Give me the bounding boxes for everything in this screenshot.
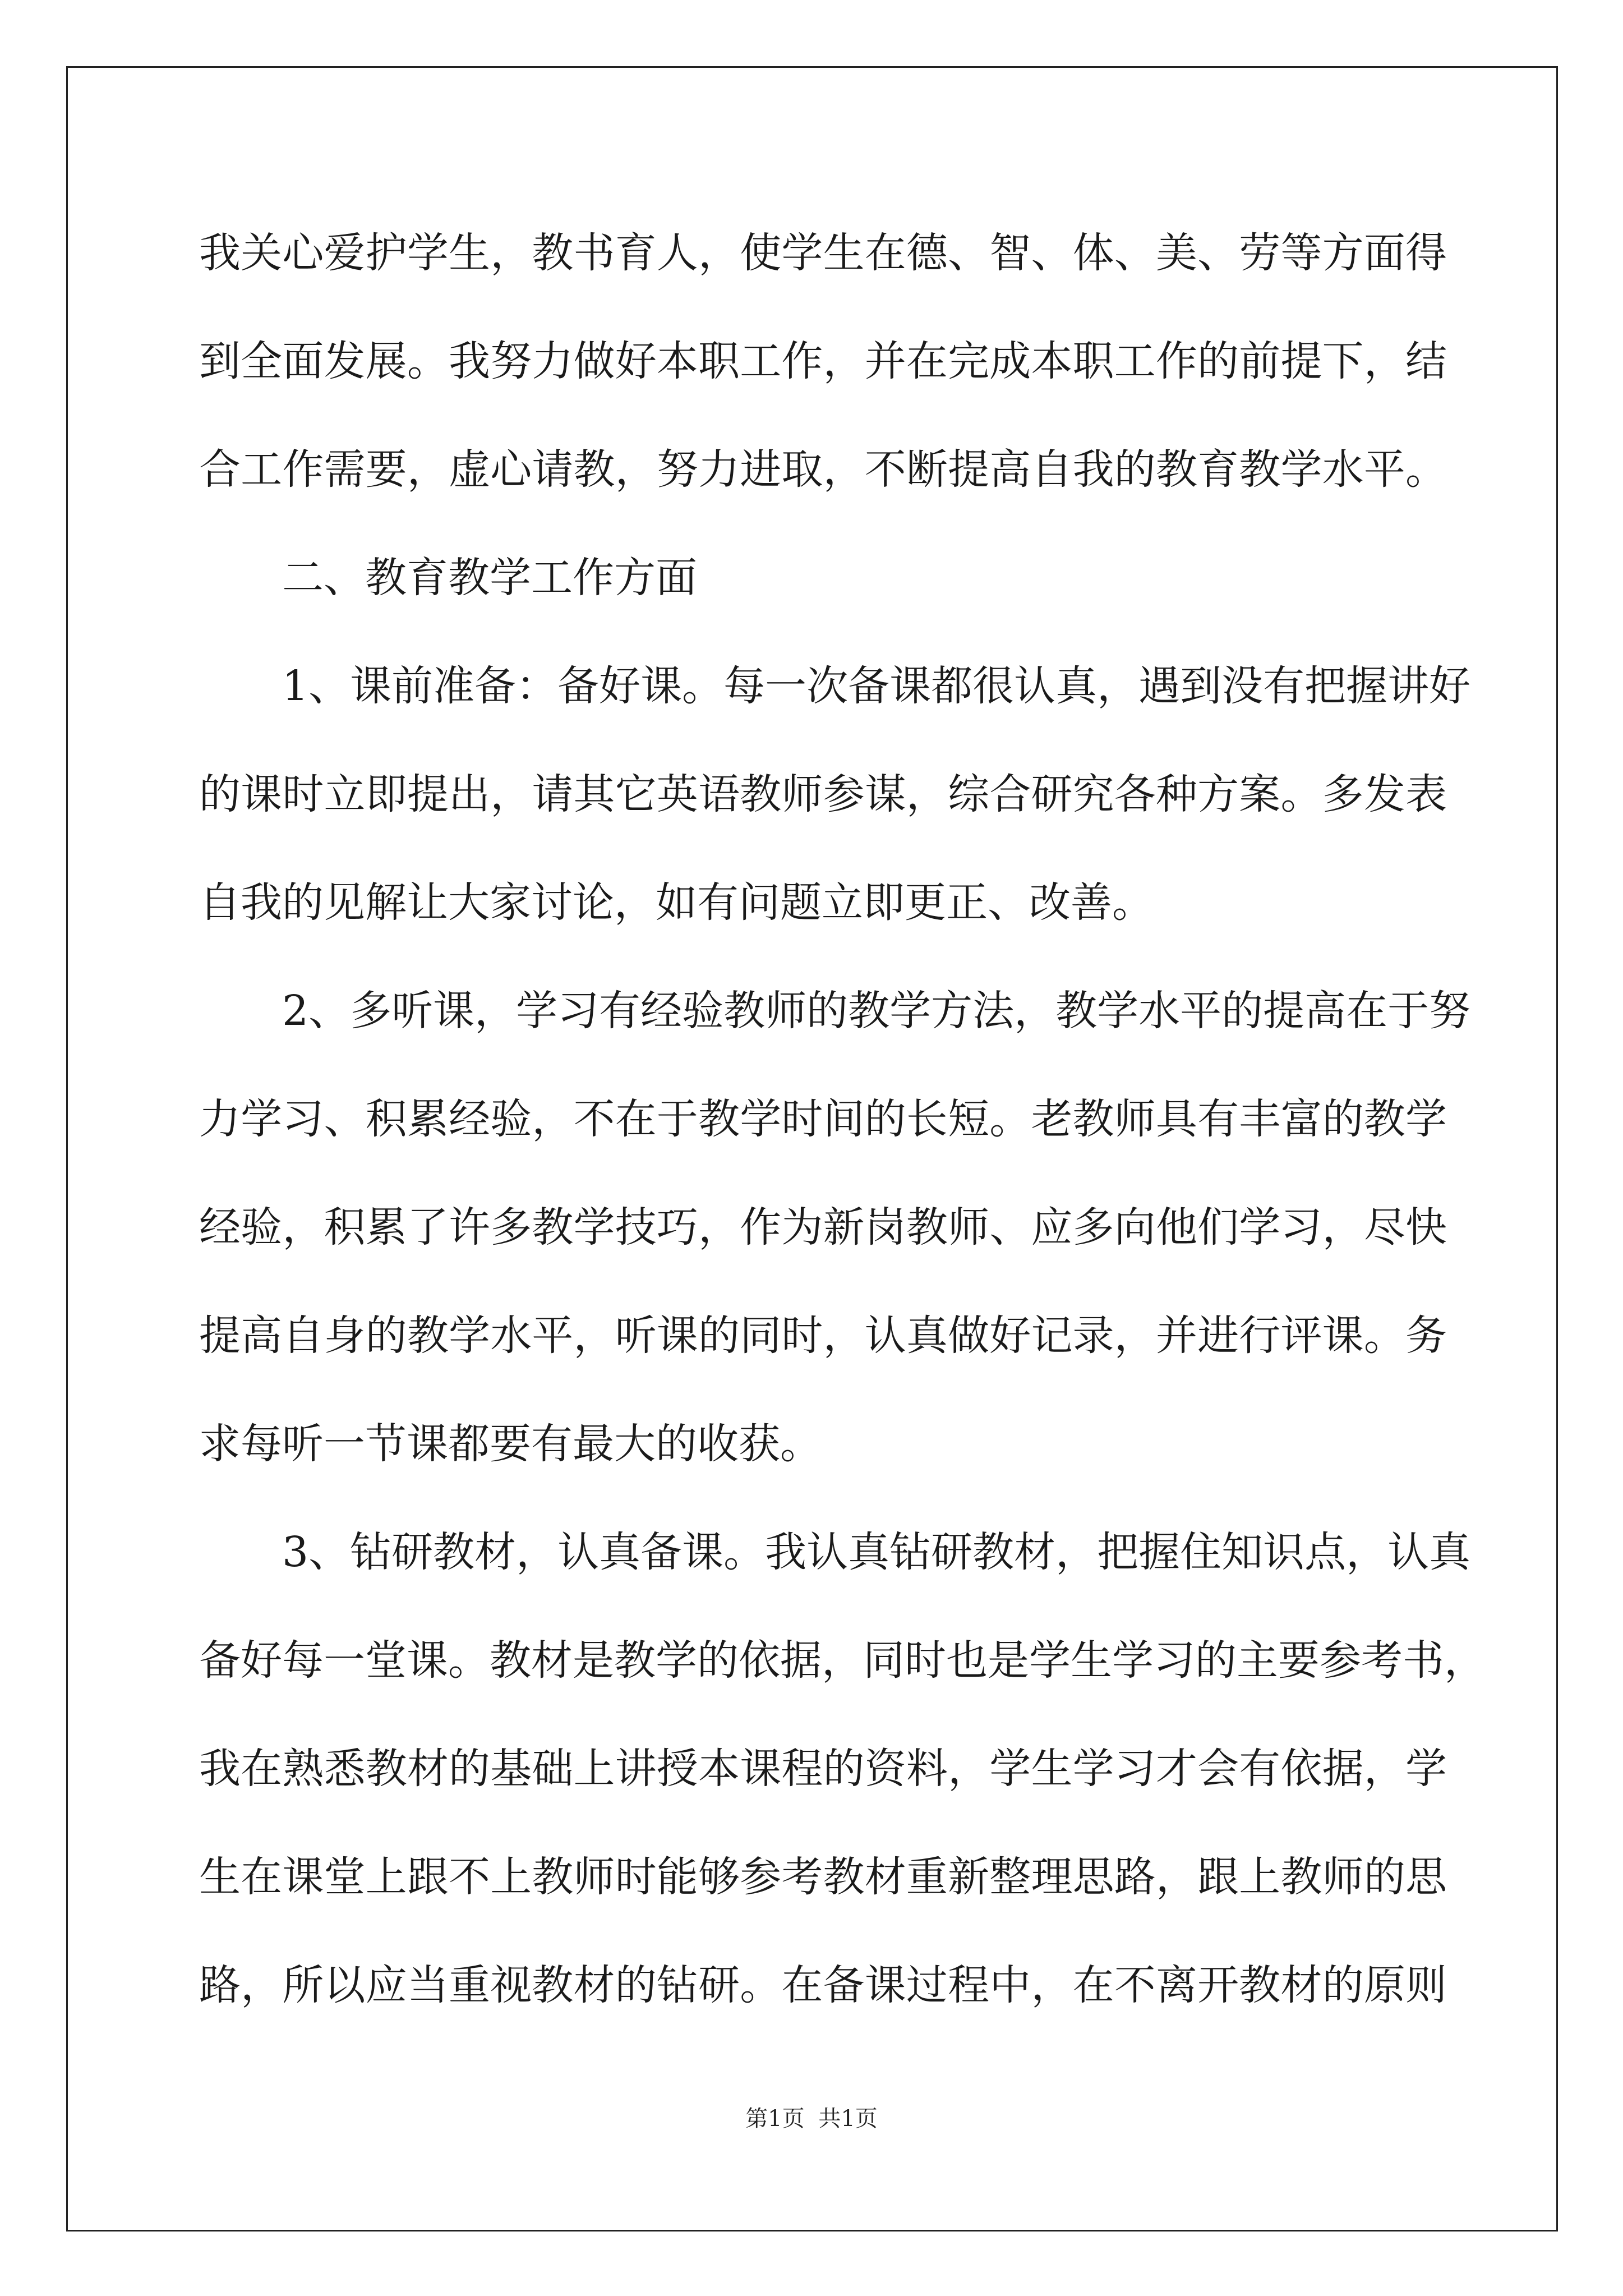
text-line: 路，所以应当重视教材的钻研。在备课过程中，在不离开教材的原则 bbox=[199, 1961, 1447, 2009]
text-line: 1、课前准备：备好课。每一次备课都很认真，遇到没有把握讲好 bbox=[282, 662, 1471, 710]
section-heading: 二、教育教学工作方面 bbox=[282, 554, 697, 602]
text-line: 我关心爱护学生，教书育人，使学生在德、智、体、美、劳等方面得 bbox=[199, 229, 1447, 277]
text-line: 我在熟悉教材的基础上讲授本课程的资料，学生学习才会有依据，学 bbox=[199, 1745, 1447, 1793]
page-footer bbox=[0, 2105, 1623, 2133]
text-line: 提高自身的教学水平，听课的同时，认真做好记录，并进行评课。务 bbox=[199, 1312, 1447, 1360]
document-body bbox=[199, 199, 1486, 2040]
text-line: 自我的见解让大家讨论，如有问题立即更正、改善。 bbox=[199, 878, 1154, 927]
text-line: 合工作需要，虚心请教，努力进取，不断提高自我的教育教学水平。 bbox=[199, 445, 1447, 494]
text-line: 经验，积累了许多教学技巧，作为新岗教师、应多向他们学习，尽快 bbox=[199, 1203, 1447, 1251]
text-line: 到全面发展。我努力做好本职工作，并在完成本职工作的前提下，结 bbox=[199, 337, 1447, 385]
text-line: 的课时立即提出，请其它英语教师参谋，综合研究各种方案。多发表 bbox=[199, 770, 1447, 818]
text-line: 求每听一节课都要有最大的收获。 bbox=[199, 1420, 822, 1468]
page-number-current: 第1页 bbox=[745, 2106, 805, 2132]
text-line: 2、多听课，学习有经验教师的教学方法，教学水平的提高在于努 bbox=[282, 987, 1471, 1035]
text-line: 3、钻研教材，认真备课。我认真钻研教材，把握住知识点，认真 bbox=[282, 1528, 1471, 1576]
text-line: 生在课堂上跟不上教师时能够参考教材重新整理思路，跟上教师的思 bbox=[199, 1853, 1447, 1901]
page-number-total: 共1页 bbox=[818, 2106, 878, 2132]
text-line: 力学习、积累经验，不在于教学时间的长短。老教师具有丰富的教学 bbox=[199, 1095, 1447, 1143]
text-line: 备好每一堂课。教材是教学的依据，同时也是学生学习的主要参考书， bbox=[199, 1636, 1486, 1685]
